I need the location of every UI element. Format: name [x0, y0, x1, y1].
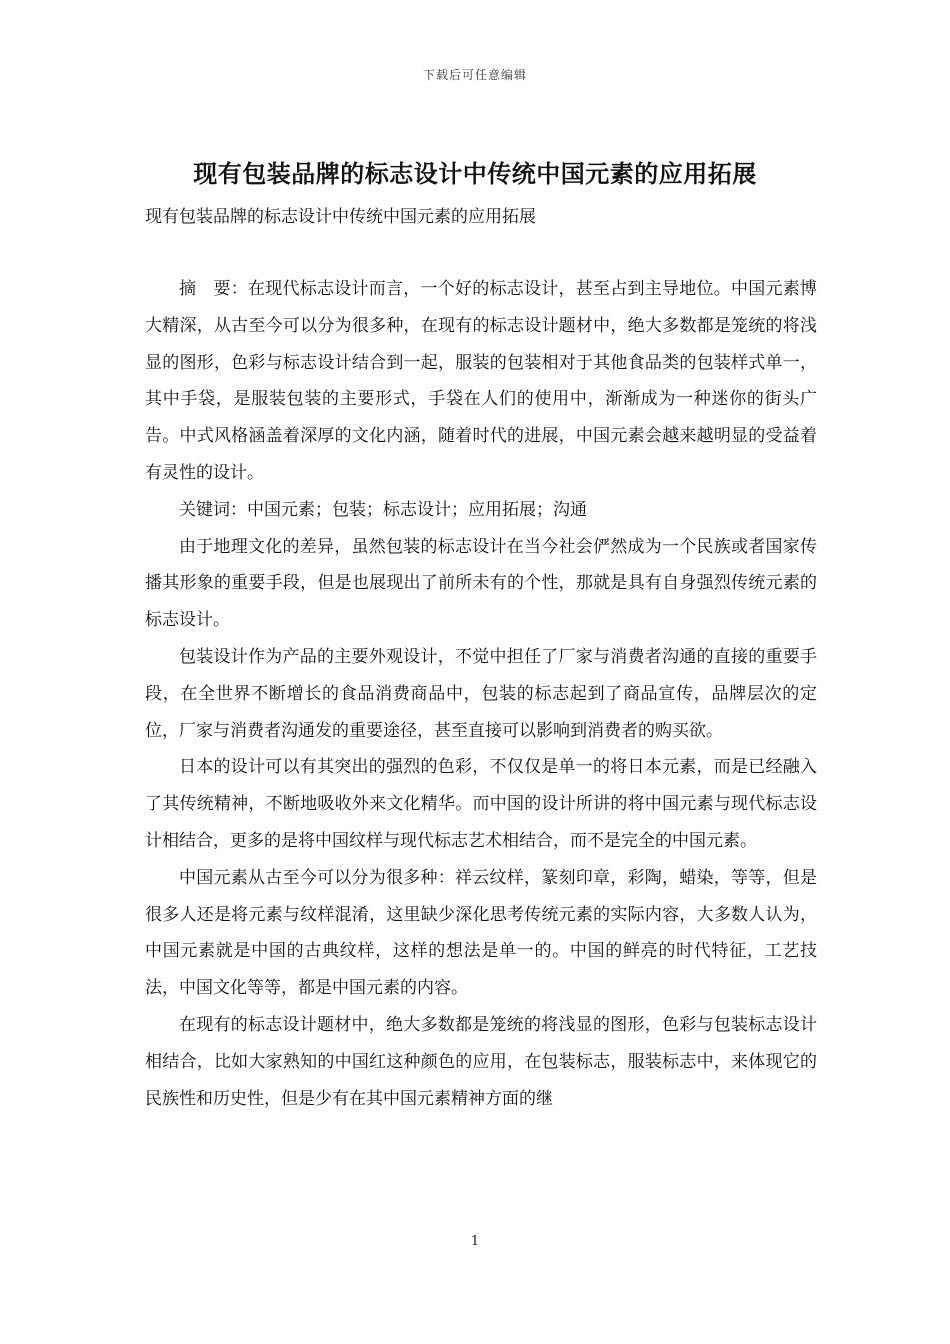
body-paragraph: 由于地理文化的差异，虽然包装的标志设计在当今社会俨然成为一个民族或者国家传播其形象的重要手段，但是也展现出了前所未有的个性，那就是具有自身强烈传统元素的标志设计。	[145, 536, 817, 631]
abstract-paragraph: 摘 要：在现代标志设计而言，一个好的标志设计，甚至占到主导地位。中国元素博大精深，从古至今可以分为很多种，在现有的标志设计题材中，绝大多数都是笼统的将浅显的图形，色彩与标志设计结合到一起，服装的包装相对于其他食品类的包装样式单一，其中手袋，是服装包装的主要形式，手袋在人们的使用中，渐渐成为一种迷你的街头广告。中式风格涵盖着深厚的文化内涵，随着时代的进展，中国元素会越来越明显的受益着有灵性的设计。	[145, 279, 817, 483]
body-paragraph: 日本的设计可以有其突出的强烈的色彩，不仅仅是单一的将日本元素，而是已经融入了其传统精神，不断地吸收外来文化精华。而中国的设计所讲的将中国元素与现代标志设计相结合，更多的是将中国纹样与现代标志艺术相结合，而不是完全的中国元素。	[145, 757, 817, 851]
document-title: 现有包装品牌的标志设计中传统中国元素的应用拓展	[193, 159, 757, 188]
body-paragraph: 包装设计作为产品的主要外观设计，不觉中担任了厂家与消费者沟通的直接的重要手段，在全世界不断增长的食品消费商品中，包装的标志起到了商品宣传，品牌层次的定位，厂家与消费者沟通发的重要途径，甚至直接可以影响到消费者的购买欲。	[145, 646, 817, 741]
body-paragraph: 中国元素从古至今可以分为很多种：祥云纹样，篆刻印章，彩陶，蜡染，等等，但是很多人还是将元素与纹样混淆，这里缺少深化思考传统元素的实际内容，大多数人认为，中国元素就是中国的古典纹样，这样的想法是单一的。中国的鲜亮的时代特征，工艺技法，中国文化等等，都是中国元素的内容。	[145, 867, 817, 999]
page-header-note: 下载后可任意编辑	[422, 68, 527, 82]
body-paragraph: 在现有的标志设计题材中，绝大多数都是笼统的将浅显的图形，色彩与包装标志设计相结合，比如大家熟知的中国红这种颜色的应用，在包装标志，服装标志中，来体现它的民族性和历史性，但是少有在其中国元素精神方面的继	[145, 1014, 817, 1109]
document-body	[145, 271, 817, 1117]
document-subtitle: 现有包装品牌的标志设计中传统中国元素的应用拓展	[145, 207, 536, 227]
page-number: 1	[470, 1234, 480, 1249]
keywords-paragraph: 关键词：中国元素；包装；标志设计；应用拓展；沟通	[179, 499, 587, 520]
